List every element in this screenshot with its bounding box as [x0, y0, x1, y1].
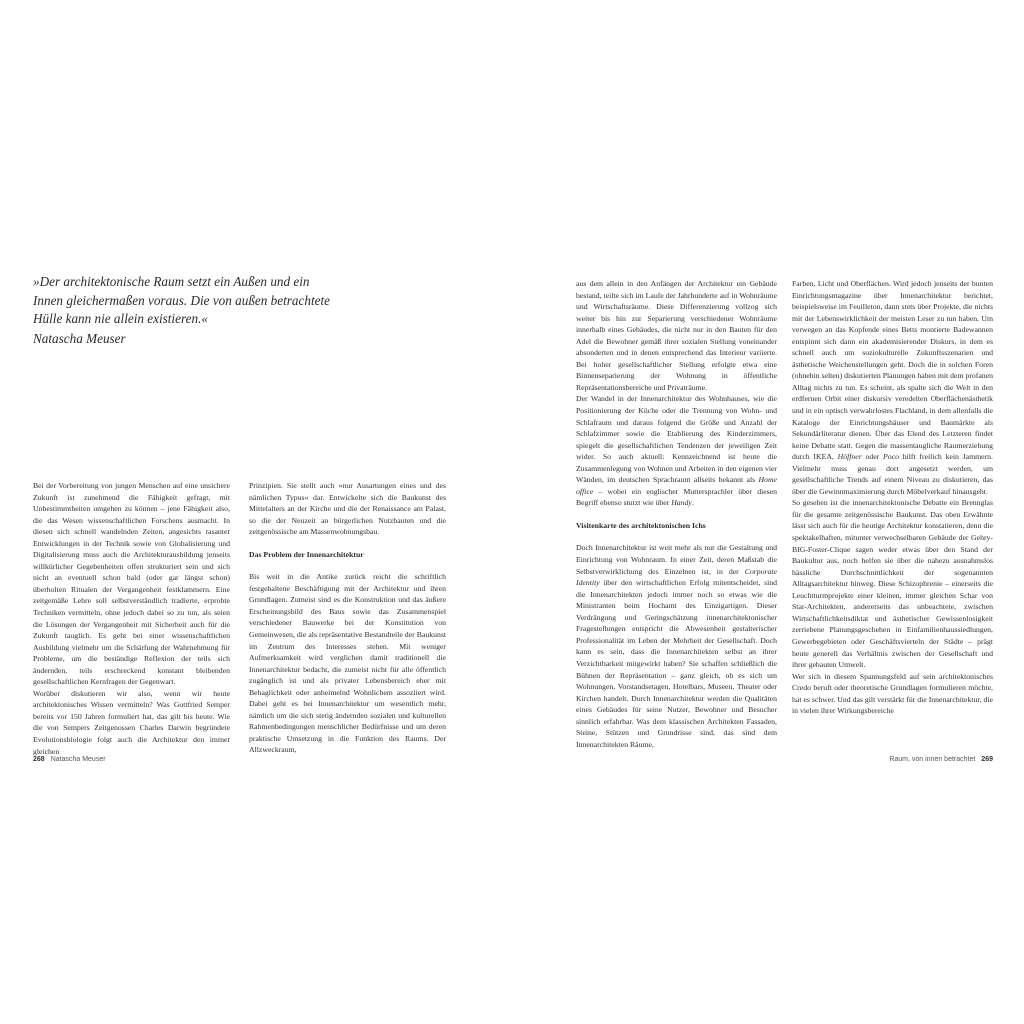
paragraph: Bis weit in die Antike zurück reicht die schriftlich festgehaltene Beschäftigung mit der Architektur und ihren Grundlagen. Zumeist sind es die Konstruktion und das äußere Erscheinungsbild des Baus sowie das Zusammenspiel verschiedener Bauwerke bei der Konstitution von Gemeinwesen, die als repräsentative Bestandteile der Baukunst im Zentrum des Interesses stehen. Mit weniger Aufmerksamkeit wird verglichen damit traditionell die Innenarchitektur bedacht, die zumeist nicht für alle öffentlich zugänglich ist und als privater Lebensbereich eher mit Behaglichkeit oder anheimelnd Wohnlichem assoziiert wird. Dabei geht es bei Innenarchitektur um wesentlich mehr, nämlich um die sich stetig ändernden sozialen und kulturellen Rahmenbedingungen menschlicher Bedürfnisse und um deren praktische Umsetzung in die Funktion des Raums. Der Allzweckraum,	[249, 572, 446, 755]
emphasis: Home office	[576, 475, 777, 496]
text-run: hilft freilich kein Jammern. Vielmehr muss genau dort angesetzt werden, um gesellschaftliche Trends auf einem Niveau zu diskutieren, das über die Gewinnmaximierung durch Möbelverkauf hinausgeht.	[792, 452, 993, 496]
paragraph: aus dem allein in den Anfängen der Architektur ein Gebäude bestand, teilte sich im Laufe der Jahrhunderte auf in Wohnräume und Wirtschaftsräume. Diese Differenzierung vollzog sich weiter bis hin zur Separierung verschiedener Wohnräume innerhalb eines Gebäudes, die nicht nur in den Bauten für den Adel die Bewohner gemäß ihrer sozialen Stellung voneinander absonderten und in denen entsprechend das Interieur variierte. Bei hoher gesellschaftlicher Stellung erfolgte etwa eine Binnenseparierung der Wohnung in öffentliche Repräsentationsbereiche und Privaträume.	[576, 279, 777, 392]
paragraph: Worüber diskutieren wir also, wenn wir heute architektonisches Wissen vermitteln? Was Gottfried Semper bereits vor 150 Jahren formuliert hat, das gilt bis heute. Wie die von Sempers Zeitgenossen Charles Darwin begründete Evolutionsbiologie folgt auch die Architektur den immer gleichen	[33, 688, 230, 756]
running-footer-title: Raum, von innen betrachtet	[889, 756, 976, 763]
quote-author: Natascha Meuser	[33, 330, 126, 346]
emphasis: Höffner	[837, 452, 862, 462]
footer-left	[33, 756, 106, 763]
quote-text: »Der architektonische Raum setzt ein Außen und ein Innen gleichermaßen voraus. Die von außen betrachtete Hülle kann nie allein existieren.«	[33, 274, 330, 326]
text-column-2	[249, 480, 446, 756]
pull-quote	[33, 273, 333, 348]
emphasis: Handy	[671, 498, 692, 508]
text-run: Farben, Licht und Oberflächen. Wird jedoch jenseits der bunten Einrichtungsmagazine über Innenarchitektur berichtet, beispielsweise im Feuilleton, dann stets über Projekte, die nichts mit der Lebenswirklichkeit der meisten Leser zu tun haben. Um verwegen an das Kopfende eines Betts montierte Badewannen entspinnt sich dann ein akademisierender Diskurs, in dem es schnell auch um soziokulturelle Zukunftsszenarien und ästhetische Weichenstellungen geht. Doch die in solchen Foren (ohnehin selten) diskutierten Planungen haben mit dem profanen Alltag nichts zu tun. Es scheint, als spalte sich die Welt in den erdfernen Orbit einer diskursiv veredelten Oberflächenästhetik und in ein optisch verwahrlostes Flachland, in dem allenfalls die Kataloge der Einrichtungshäuser und Baumärkte als Sekundärliteratur dienen. Über das Elend des Letzteren findet keine Debatte statt. Gegen die massentaugliche Raumerziehung durch IKEA,	[792, 279, 993, 462]
text-column-3	[576, 278, 777, 750]
paragraph	[576, 393, 777, 508]
text-column-4	[792, 278, 993, 717]
text-run: Doch Innenarchitektur ist weit mehr als nur die Gestaltung und Einrichtung von Wohnraum. In einer Zeit, deren Maßstab die Selbstverwirklichung des Einzelnen ist, in der	[576, 543, 777, 576]
text-run: oder	[861, 452, 884, 462]
text-run: Der Wandel in der Innenarchitektur des Wohnhauses, wie die Positionierung der Küche oder die Trennung von Wohn- und Schlafraum und daraus folgend die Größe und Anzahl der Schlafzimmer sowie die Etablierung des Kinderzimmers, spiegelt die gesellschaftlichen Tendenzen der jeweiligen Zeit wider. So auch aktuell: Kennzeichnend ist heute die Zusammenlegung von Wohnen und Arbeiten in den eigenen vier Wänden, im deutschen Sprachraum allseits bekannt als	[576, 394, 777, 485]
page-number: 268	[33, 756, 45, 763]
text-run: – wobei ein englischer Muttersprachler über diesen Begriff ebenso stutzt wie über	[576, 486, 777, 508]
text-run: .	[691, 498, 694, 508]
paragraph: Prinzipien. Sie stellt auch »nur Ausartungen eines und des nämlichen Typus« dar. Entwickelte sich die Baukunst des Mittelalters an der Kirche und die der Renaissance am Palast, so die der Neuzeit an bürgerlichen Nutzbauten und die zeitgenössische am Massenwohnungsbau.	[249, 481, 446, 537]
section-heading: Visitenkarte des architektonischen Ichs	[576, 520, 706, 530]
text-column-1	[33, 480, 230, 757]
paragraph	[576, 542, 777, 750]
section-heading: Das Problem der Innenarchitektur	[249, 549, 364, 559]
paragraph	[792, 278, 993, 497]
footer-right	[889, 756, 993, 763]
paragraph: Bei der Vorbereitung von jungen Menschen auf eine unsichere Zukunft ist zunehmend die Fähigkeit gefragt, mit Unbestimmtheiten umgehen zu können – jene Fähigkeit also, die das Wesen wissenschaftlichen Forschens ausmacht. In diesen sich schnell wandelnden Zeiten, angesichts rasanter Entwicklungen in der Technik sowie von Globalisierung und Digitalisierung muss auch die Architekturausbildung jenseits willkürlicher Gegebenheiten offen strukturiert sein und sich nicht an eventuell schon bald (oder gar längst schon) überholten Ritualen der Vergangenheit festklammern. Eine zeitgemäße Lehre soll selbstverständlich tradierte, erprobte Techniken vermitteln, ohne jedoch dabei so zu tun, als seien die Lösungen der Vergangenheit mit Sicherheit auch für die Zukunft tauglich. Es geht bei einer wissenschaftlichen Ausbildung vielmehr um die Schärfung der Wahrnehmung für Probleme, um die beständige Reflexion der teils sich ändernden, teils erschreckend konstant bleibenden gesellschaftlichen Kernfragen der Gegenwart.	[33, 481, 230, 687]
emphasis: Corporate Identity	[576, 566, 777, 588]
page-number: 269	[981, 756, 993, 763]
paragraph: Wer sich in diesem Spannungsfeld auf sein architektonisches Credo beruft oder theoretische Grundlagen formulieren möchte, hat es schwer. Und das gilt verstärkt für die Innenarchitektur, die in vielen ihrer Wirkungsbereiche	[792, 671, 993, 716]
emphasis: Poco	[883, 452, 899, 462]
text-run: über den wirtschaftlichen Erfolg mitentscheidet, sind die Innenarchitekten jedoch immer noch so etwas wie die Ministranten beim Hochamt des Einzigartigen. Dieser Verdrängung und Geringschätzung innenarchitektonischer Fragestellungen entspricht die Abwesenheit gestalterischer Professionalität im Leben der Mehrheit der Gesellschaft. Doch kann es sein, dass die Innenarchitekten selbst an ihrer Verzichtbarkeit mitgewirkt haben? Sie schaffen schließlich die Bühnen der Repräsentation – ganz gleich, ob es sich um Wohnungen, Vorstandsetagen, Hotelbars, Museen, Theater oder Kirchen handelt. Durch Innenarchitektur werden die Qualitäten eines Gebäudes für seine Nutzer, Bewohner und Besucher sinnlich erfahrbar. Was dem klassischen Architekten Fassaden, Steine, Stützen und Grundrisse sind, das sind dem Innenarchitekten Räume,	[576, 578, 777, 749]
paragraph: So gesehen ist die innenarchitektonische Debatte ein Brennglas für die gesamte zeitgenössische Baukunst. Das oben Erwähnte lässt sich auch für die heutige Architektur konstatieren, denn die spektakelhaften, mitunter verwechselbaren Gebäude der Gehry-BIG-Foster-Clique sagen weder etwas über den Stand der Baukultur aus, noch helfen sie über die nahezu ausnahmslos hässliche Durchschnittlichkeit der sogenannten Alltagsarchitektur hinweg. Diese Schizophrenie – einerseits die Leuchtturmprojekte einer kleinen, immer gleichen Schar von Star-Architekten, andererseits das unbeachtete, zwischen Wirtschaftlichkeitsdiktat und ästhetischer Gewissenlosigkeit zerriebene Planungsgeschehen in Einfamilienhaussiedlungen, Gewerbegebieten oder Geschäftsvierteln der Städte – prägt heute generell das Verhältnis zwischen der Gesellschaft und ihrer gebauten Umwelt.	[792, 498, 993, 670]
running-footer-author: Natascha Meuser	[50, 756, 106, 763]
